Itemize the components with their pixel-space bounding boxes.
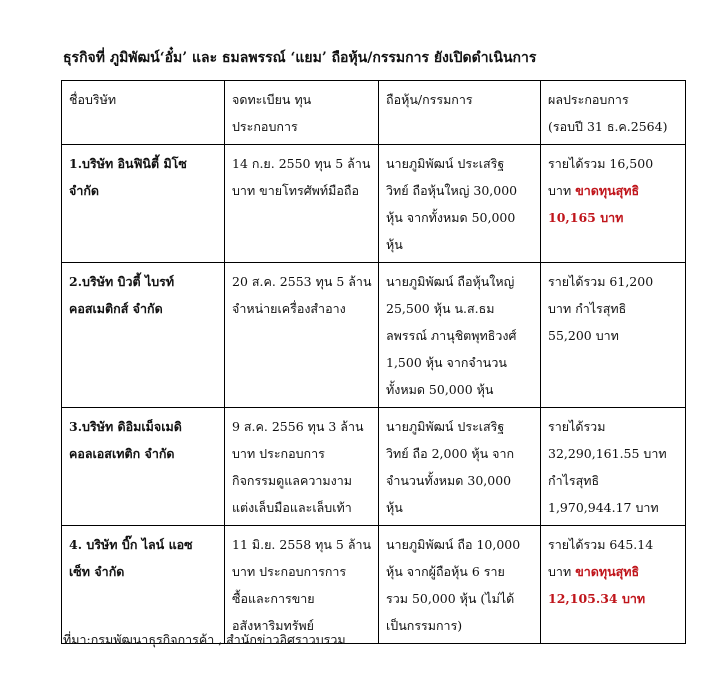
companies-table: [61, 80, 686, 644]
header-row: [62, 81, 686, 145]
header-results: ผลประกอบการ (รอบปี 31 ธ.ค.2564): [541, 81, 686, 145]
company-name-cell: 1.บริษัท อินฟินิตี้ มิโซ จำกัด: [62, 145, 225, 263]
table-row: [62, 145, 686, 263]
company-name-cell: 4. บริษัท บิ๊ก ไลน์ แอซ เซ็ท จำกัด: [62, 526, 225, 644]
header-shareholding: ถือหุ้น/กรรมการ: [379, 81, 541, 145]
registration-cell: 14 ก.ย. 2550 ทุน 5 ล้าน บาท ขายโทรศัพท์มือถือ: [225, 145, 379, 263]
net-profit-amount: 55,200 บาท: [548, 328, 619, 343]
table-title: ธุรกิจที่ ภูมิพัฒน์‘อั๋ม’ และ ธมลพรรณ์ ‘แยม’ ถือหุ้น/กรรมการ ยังเปิดดำเนินการ: [63, 50, 537, 66]
header-company: ชื่อบริษัท: [62, 81, 225, 145]
header-registration: จดทะเบียน ทุน ประกอบการ: [225, 81, 379, 145]
table-row: [62, 263, 686, 408]
net-profit-label: กำไรสุทธิ: [575, 301, 627, 316]
source-note: ที่มา:กรมพัฒนาธุรกิจการค้า , สำนักข่าวอิศราวบรวม: [63, 632, 346, 647]
company-name-cell: 2.บริษัท บิวตี้ ไบรท์ คอสเมติกส์ จำกัด: [62, 263, 225, 408]
registration-cell: 20 ส.ค. 2553 ทุน 5 ล้าน จำหน่ายเครื่องสำอาง: [225, 263, 379, 408]
net-profit-amount: 1,970,944.17 บาท: [548, 500, 659, 515]
results-cell: รายได้รวม 645.14 บาท ขาดทุนสุทธิ 12,105.34 บาท: [541, 526, 686, 644]
table-row: [62, 526, 686, 644]
results-cell: รายได้รวม 16,500 บาท ขาดทุนสุทธิ 10,165 บาท: [541, 145, 686, 263]
net-loss-label: ขาดทุนสุทธิ: [575, 183, 640, 198]
net-profit-label: กำไรสุทธิ: [548, 473, 600, 488]
shareholding-cell: นายภูมิพัฒน์ ประเสริฐ วิทย์ ถือหุ้นใหญ่ 30,000 หุ้น จากทั้งหมด 50,000 หุ้น: [379, 145, 541, 263]
registration-cell: 9 ส.ค. 2556 ทุน 3 ล้าน บาท ประกอบการ กิจกรรมดูแลความงาม แต่งเล็บมือและเล็บเท้า: [225, 408, 379, 526]
shareholding-cell: นายภูมิพัฒน์ ประเสริฐ วิทย์ ถือ 2,000 หุ้น จาก จำนวนทั้งหมด 30,000 หุ้น: [379, 408, 541, 526]
company-name-cell: 3.บริษัท ดิอิมเม็จเมดิ คอลเอสเทติก จำกัด: [62, 408, 225, 526]
shareholding-cell: นายภูมิพัฒน์ ถือ 10,000 หุ้น จากผู้ถือหุ้น 6 ราย รวม 50,000 หุ้น (ไม่ได้ เป็นกรรมการ): [379, 526, 541, 644]
net-loss-amount: 10,165 บาท: [548, 210, 624, 225]
results-cell: รายได้รวม 61,200 บาท กำไรสุทธิ 55,200 บาท: [541, 263, 686, 408]
net-loss-amount: 12,105.34 บาท: [548, 591, 646, 606]
registration-cell: 11 มิ.ย. 2558 ทุน 5 ล้าน บาท ประกอบการการ ซื้อและการขาย อสังหาริมทรัพย์: [225, 526, 379, 644]
results-cell: รายได้รวม 32,290,161.55 บาท กำไรสุทธิ 1,970,944.17 บาท: [541, 408, 686, 526]
net-loss-label: ขาดทุนสุทธิ: [575, 564, 640, 579]
table-row: [62, 408, 686, 526]
shareholding-cell: นายภูมิพัฒน์ ถือหุ้นใหญ่ 25,500 หุ้น น.ส.ธม ลพรรณ์ ภานุชิตพุทธิวงศ์ 1,500 หุ้น จากจำนวน ทั้งหมด 50,000 หุ้น: [379, 263, 541, 408]
